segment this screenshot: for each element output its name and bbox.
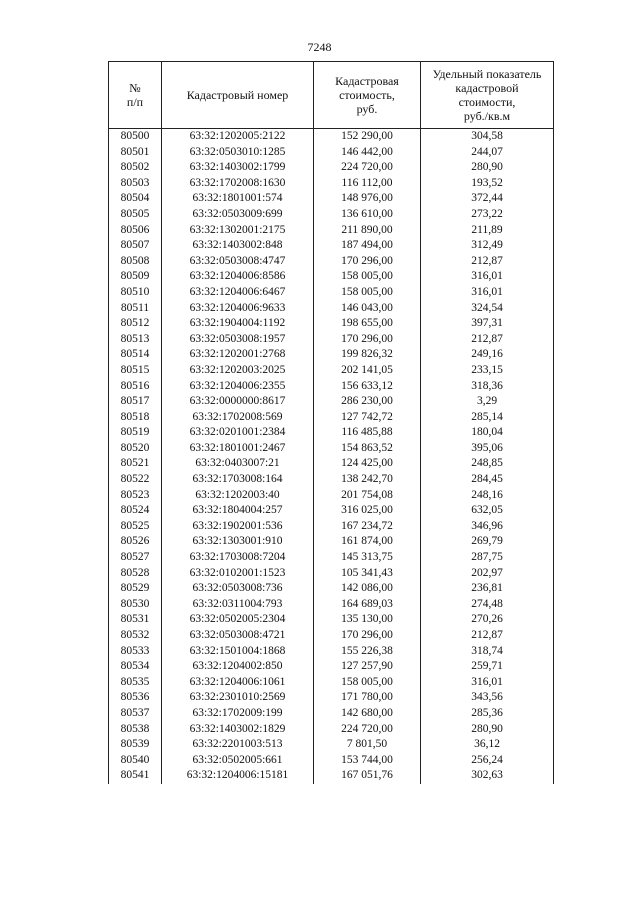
cadastral-number-cell: 63:32:0102001:1523 bbox=[162, 566, 314, 582]
specific-value-cell: 346,96 bbox=[421, 519, 554, 535]
table-row bbox=[109, 301, 554, 317]
specific-value-cell: 318,74 bbox=[421, 644, 554, 660]
cadastral-value-cell: 145 313,75 bbox=[314, 550, 421, 566]
row-number-cell: 80541 bbox=[109, 768, 162, 784]
specific-value-cell: 259,71 bbox=[421, 659, 554, 675]
specific-value-cell: 395,06 bbox=[421, 441, 554, 457]
cadastral-value-table bbox=[108, 61, 554, 784]
specific-value-cell: 287,75 bbox=[421, 550, 554, 566]
row-number-cell: 80539 bbox=[109, 737, 162, 753]
row-number-cell: 80532 bbox=[109, 628, 162, 644]
table-row bbox=[109, 503, 554, 519]
row-number-cell: 80508 bbox=[109, 254, 162, 270]
row-number-cell: 80527 bbox=[109, 550, 162, 566]
cadastral-number-cell: 63:32:1702008:569 bbox=[162, 410, 314, 426]
specific-value-cell: 372,44 bbox=[421, 191, 554, 207]
table-row bbox=[109, 316, 554, 332]
cadastral-value-cell: 153 744,00 bbox=[314, 753, 421, 769]
specific-value-cell: 284,45 bbox=[421, 472, 554, 488]
cadastral-value-cell: 164 689,03 bbox=[314, 597, 421, 613]
cadastral-value-cell: 105 341,43 bbox=[314, 566, 421, 582]
cadastral-number-cell: 63:32:1904004:1192 bbox=[162, 316, 314, 332]
table-row bbox=[109, 550, 554, 566]
cadastral-number-cell: 63:32:0403007:21 bbox=[162, 456, 314, 472]
row-number-cell: 80501 bbox=[109, 145, 162, 161]
cadastral-value-cell: 156 633,12 bbox=[314, 379, 421, 395]
cadastral-number-cell: 63:32:0503008:736 bbox=[162, 581, 314, 597]
cadastral-value-cell: 158 005,00 bbox=[314, 675, 421, 691]
specific-value-cell: 36,12 bbox=[421, 737, 554, 753]
specific-value-cell: 324,54 bbox=[421, 301, 554, 317]
cadastral-number-cell: 63:32:0503008:4747 bbox=[162, 254, 314, 270]
cadastral-number-cell: 63:32:1202003:2025 bbox=[162, 363, 314, 379]
cadastral-number-cell: 63:32:1804004:257 bbox=[162, 503, 314, 519]
cadastral-number-cell: 63:32:0311004:793 bbox=[162, 597, 314, 613]
cadastral-value-cell: 170 296,00 bbox=[314, 332, 421, 348]
row-number-cell: 80500 bbox=[109, 129, 162, 145]
row-number-cell: 80512 bbox=[109, 316, 162, 332]
table-row bbox=[109, 456, 554, 472]
specific-value-cell: 397,31 bbox=[421, 316, 554, 332]
cadastral-number-cell: 63:32:1902001:536 bbox=[162, 519, 314, 535]
row-number-cell: 80514 bbox=[109, 347, 162, 363]
cadastral-value-cell: 148 976,00 bbox=[314, 191, 421, 207]
specific-value-cell: 248,85 bbox=[421, 456, 554, 472]
cadastral-value-cell: 154 863,52 bbox=[314, 441, 421, 457]
cadastral-number-cell: 63:32:1202003:40 bbox=[162, 488, 314, 504]
row-number-cell: 80517 bbox=[109, 394, 162, 410]
cadastral-value-cell: 202 141,05 bbox=[314, 363, 421, 379]
table-row bbox=[109, 207, 554, 223]
cadastral-number-cell: 63:32:1202005:2122 bbox=[162, 129, 314, 145]
table-row bbox=[109, 566, 554, 582]
specific-value-cell: 316,01 bbox=[421, 675, 554, 691]
table-row bbox=[109, 488, 554, 504]
cadastral-value-cell: 170 296,00 bbox=[314, 628, 421, 644]
cadastral-value-cell: 224 720,00 bbox=[314, 160, 421, 176]
cadastral-number-cell: 63:32:1204006:1061 bbox=[162, 675, 314, 691]
cadastral-value-cell: 116 485,88 bbox=[314, 425, 421, 441]
table-row bbox=[109, 129, 554, 145]
cadastral-value-cell: 152 290,00 bbox=[314, 129, 421, 145]
cadastral-number-cell: 63:32:1801001:574 bbox=[162, 191, 314, 207]
table-row bbox=[109, 145, 554, 161]
table-row bbox=[109, 675, 554, 691]
row-number-cell: 80540 bbox=[109, 753, 162, 769]
table-row bbox=[109, 254, 554, 270]
header-text: руб. bbox=[356, 102, 378, 116]
cadastral-number-cell: 63:32:2201003:513 bbox=[162, 737, 314, 753]
header-text: № bbox=[129, 81, 141, 95]
specific-value-cell: 318,36 bbox=[421, 379, 554, 395]
specific-value-cell: 212,87 bbox=[421, 332, 554, 348]
specific-value-cell: 193,52 bbox=[421, 176, 554, 192]
table-row bbox=[109, 597, 554, 613]
header-specific-value bbox=[421, 62, 554, 129]
header-text: стоимости, bbox=[458, 95, 516, 109]
header-cadastral-number bbox=[162, 62, 314, 129]
table-body bbox=[109, 129, 554, 784]
cadastral-number-cell: 63:32:1801001:2467 bbox=[162, 441, 314, 457]
cadastral-value-cell: 124 425,00 bbox=[314, 456, 421, 472]
specific-value-cell: 244,07 bbox=[421, 145, 554, 161]
table-row bbox=[109, 519, 554, 535]
row-number-cell: 80518 bbox=[109, 410, 162, 426]
cadastral-number-cell: 63:32:1202001:2768 bbox=[162, 347, 314, 363]
cadastral-value-cell: 187 494,00 bbox=[314, 238, 421, 254]
specific-value-cell: 632,05 bbox=[421, 503, 554, 519]
row-number-cell: 80535 bbox=[109, 675, 162, 691]
specific-value-cell: 285,14 bbox=[421, 410, 554, 426]
table-row bbox=[109, 332, 554, 348]
cadastral-number-cell: 63:32:1702009:199 bbox=[162, 706, 314, 722]
specific-value-cell: 180,04 bbox=[421, 425, 554, 441]
cadastral-value-cell: 198 655,00 bbox=[314, 316, 421, 332]
specific-value-cell: 202,97 bbox=[421, 566, 554, 582]
specific-value-cell: 270,26 bbox=[421, 612, 554, 628]
row-number-cell: 80516 bbox=[109, 379, 162, 395]
table-row bbox=[109, 425, 554, 441]
cadastral-value-cell: 211 890,00 bbox=[314, 223, 421, 239]
row-number-cell: 80537 bbox=[109, 706, 162, 722]
row-number-cell: 80510 bbox=[109, 285, 162, 301]
row-number-cell: 80506 bbox=[109, 223, 162, 239]
cadastral-value-cell: 136 610,00 bbox=[314, 207, 421, 223]
header-row-number bbox=[109, 62, 162, 129]
row-number-cell: 80523 bbox=[109, 488, 162, 504]
specific-value-cell: 212,87 bbox=[421, 628, 554, 644]
row-number-cell: 80511 bbox=[109, 301, 162, 317]
table-row bbox=[109, 722, 554, 738]
row-number-cell: 80513 bbox=[109, 332, 162, 348]
cadastral-number-cell: 63:32:1204006:9633 bbox=[162, 301, 314, 317]
header-text: стоимость, bbox=[339, 88, 395, 102]
cadastral-number-cell: 63:32:1703008:7204 bbox=[162, 550, 314, 566]
cadastral-value-cell: 135 130,00 bbox=[314, 612, 421, 628]
cadastral-value-cell: 167 234,72 bbox=[314, 519, 421, 535]
specific-value-cell: 302,63 bbox=[421, 768, 554, 784]
table-row bbox=[109, 160, 554, 176]
table-row bbox=[109, 659, 554, 675]
cadastral-value-cell: 155 226,38 bbox=[314, 644, 421, 660]
table-row bbox=[109, 394, 554, 410]
row-number-cell: 80502 bbox=[109, 160, 162, 176]
cadastral-number-cell: 63:32:0201001:2384 bbox=[162, 425, 314, 441]
specific-value-cell: 285,36 bbox=[421, 706, 554, 722]
table-row bbox=[109, 628, 554, 644]
cadastral-value-cell: 170 296,00 bbox=[314, 254, 421, 270]
table-row bbox=[109, 690, 554, 706]
table-row bbox=[109, 472, 554, 488]
table-row bbox=[109, 612, 554, 628]
row-number-cell: 80538 bbox=[109, 722, 162, 738]
page-number: 7248 bbox=[307, 40, 332, 54]
cadastral-value-cell: 7 801,50 bbox=[314, 737, 421, 753]
specific-value-cell: 280,90 bbox=[421, 722, 554, 738]
table-row bbox=[109, 379, 554, 395]
table-row bbox=[109, 363, 554, 379]
row-number-cell: 80531 bbox=[109, 612, 162, 628]
row-number-cell: 80503 bbox=[109, 176, 162, 192]
row-number-cell: 80515 bbox=[109, 363, 162, 379]
row-number-cell: 80529 bbox=[109, 581, 162, 597]
cadastral-number-cell: 63:32:0503010:1285 bbox=[162, 145, 314, 161]
cadastral-number-cell: 63:32:1403002:1829 bbox=[162, 722, 314, 738]
cadastral-number-cell: 63:32:1403002:848 bbox=[162, 238, 314, 254]
table-row bbox=[109, 737, 554, 753]
row-number-cell: 80524 bbox=[109, 503, 162, 519]
specific-value-cell: 256,24 bbox=[421, 753, 554, 769]
cadastral-number-cell: 63:32:1204006:6467 bbox=[162, 285, 314, 301]
specific-value-cell: 343,56 bbox=[421, 690, 554, 706]
specific-value-cell: 316,01 bbox=[421, 269, 554, 285]
row-number-cell: 80520 bbox=[109, 441, 162, 457]
header-text: Кадастровый номер bbox=[186, 88, 289, 102]
table-row bbox=[109, 441, 554, 457]
cadastral-number-cell: 63:32:1702008:1630 bbox=[162, 176, 314, 192]
table-row bbox=[109, 347, 554, 363]
row-number-cell: 80533 bbox=[109, 644, 162, 660]
row-number-cell: 80509 bbox=[109, 269, 162, 285]
cadastral-value-cell: 138 242,70 bbox=[314, 472, 421, 488]
cadastral-number-cell: 63:32:1204006:8586 bbox=[162, 269, 314, 285]
table-row bbox=[109, 753, 554, 769]
cadastral-number-cell: 63:32:1204006:2355 bbox=[162, 379, 314, 395]
specific-value-cell: 3,29 bbox=[421, 394, 554, 410]
cadastral-number-cell: 63:32:1204006:15181 bbox=[162, 768, 314, 784]
cadastral-number-cell: 63:32:1303001:910 bbox=[162, 534, 314, 550]
table-row bbox=[109, 269, 554, 285]
cadastral-number-cell: 63:32:1403002:1799 bbox=[162, 160, 314, 176]
cadastral-value-cell: 171 780,00 bbox=[314, 690, 421, 706]
cadastral-number-cell: 63:32:0503009:699 bbox=[162, 207, 314, 223]
specific-value-cell: 274,48 bbox=[421, 597, 554, 613]
row-number-cell: 80534 bbox=[109, 659, 162, 675]
cadastral-value-cell: 142 680,00 bbox=[314, 706, 421, 722]
cadastral-value-cell: 127 257,90 bbox=[314, 659, 421, 675]
cadastral-value-cell: 167 051,76 bbox=[314, 768, 421, 784]
table-row bbox=[109, 581, 554, 597]
specific-value-cell: 211,89 bbox=[421, 223, 554, 239]
table-header bbox=[109, 62, 554, 129]
row-number-cell: 80521 bbox=[109, 456, 162, 472]
cadastral-value-cell: 127 742,72 bbox=[314, 410, 421, 426]
cadastral-value-cell: 158 005,00 bbox=[314, 269, 421, 285]
row-number-cell: 80525 bbox=[109, 519, 162, 535]
header-text: руб./кв.м bbox=[463, 109, 511, 123]
cadastral-value-cell: 224 720,00 bbox=[314, 722, 421, 738]
table-row bbox=[109, 223, 554, 239]
specific-value-cell: 269,79 bbox=[421, 534, 554, 550]
cadastral-number-cell: 63:32:2301010:2569 bbox=[162, 690, 314, 706]
header-text: Удельный показатель bbox=[432, 67, 542, 81]
table-row bbox=[109, 410, 554, 426]
header-text: Кадастровая bbox=[335, 74, 399, 88]
row-number-cell: 80505 bbox=[109, 207, 162, 223]
cadastral-number-cell: 63:32:0503008:1957 bbox=[162, 332, 314, 348]
cadastral-value-cell: 116 112,00 bbox=[314, 176, 421, 192]
cadastral-value-cell: 146 043,00 bbox=[314, 301, 421, 317]
row-number-cell: 80530 bbox=[109, 597, 162, 613]
cadastral-number-cell: 63:32:0000000:8617 bbox=[162, 394, 314, 410]
cadastral-number-cell: 63:32:1204002:850 bbox=[162, 659, 314, 675]
cadastral-number-cell: 63:32:0502005:2304 bbox=[162, 612, 314, 628]
specific-value-cell: 236,81 bbox=[421, 581, 554, 597]
specific-value-cell: 233,15 bbox=[421, 363, 554, 379]
table-row bbox=[109, 534, 554, 550]
table-row bbox=[109, 768, 554, 784]
row-number-cell: 80528 bbox=[109, 566, 162, 582]
specific-value-cell: 249,16 bbox=[421, 347, 554, 363]
cadastral-value-cell: 286 230,00 bbox=[314, 394, 421, 410]
row-number-cell: 80522 bbox=[109, 472, 162, 488]
table-row bbox=[109, 238, 554, 254]
row-number-cell: 80504 bbox=[109, 191, 162, 207]
cadastral-number-cell: 63:32:1703008:164 bbox=[162, 472, 314, 488]
specific-value-cell: 248,16 bbox=[421, 488, 554, 504]
table-row bbox=[109, 285, 554, 301]
cadastral-value-cell: 199 826,32 bbox=[314, 347, 421, 363]
specific-value-cell: 316,01 bbox=[421, 285, 554, 301]
header-cadastral-value bbox=[314, 62, 421, 129]
specific-value-cell: 212,87 bbox=[421, 254, 554, 270]
row-number-cell: 80526 bbox=[109, 534, 162, 550]
specific-value-cell: 304,58 bbox=[421, 129, 554, 145]
table-row bbox=[109, 191, 554, 207]
cadastral-number-cell: 63:32:1501004:1868 bbox=[162, 644, 314, 660]
cadastral-value-cell: 161 874,00 bbox=[314, 534, 421, 550]
row-number-cell: 80536 bbox=[109, 690, 162, 706]
specific-value-cell: 273,22 bbox=[421, 207, 554, 223]
table-row bbox=[109, 706, 554, 722]
table-row bbox=[109, 176, 554, 192]
cadastral-value-cell: 201 754,08 bbox=[314, 488, 421, 504]
header-text: п/п bbox=[126, 95, 144, 109]
cadastral-number-cell: 63:32:0502005:661 bbox=[162, 753, 314, 769]
table-row bbox=[109, 644, 554, 660]
specific-value-cell: 280,90 bbox=[421, 160, 554, 176]
cadastral-value-cell: 316 025,00 bbox=[314, 503, 421, 519]
cadastral-value-cell: 146 442,00 bbox=[314, 145, 421, 161]
cadastral-number-cell: 63:32:1302001:2175 bbox=[162, 223, 314, 239]
row-number-cell: 80507 bbox=[109, 238, 162, 254]
row-number-cell: 80519 bbox=[109, 425, 162, 441]
specific-value-cell: 312,49 bbox=[421, 238, 554, 254]
cadastral-value-cell: 158 005,00 bbox=[314, 285, 421, 301]
cadastral-number-cell: 63:32:0503008:4721 bbox=[162, 628, 314, 644]
cadastral-value-cell: 142 086,00 bbox=[314, 581, 421, 597]
header-text: кадастровой bbox=[455, 81, 519, 95]
